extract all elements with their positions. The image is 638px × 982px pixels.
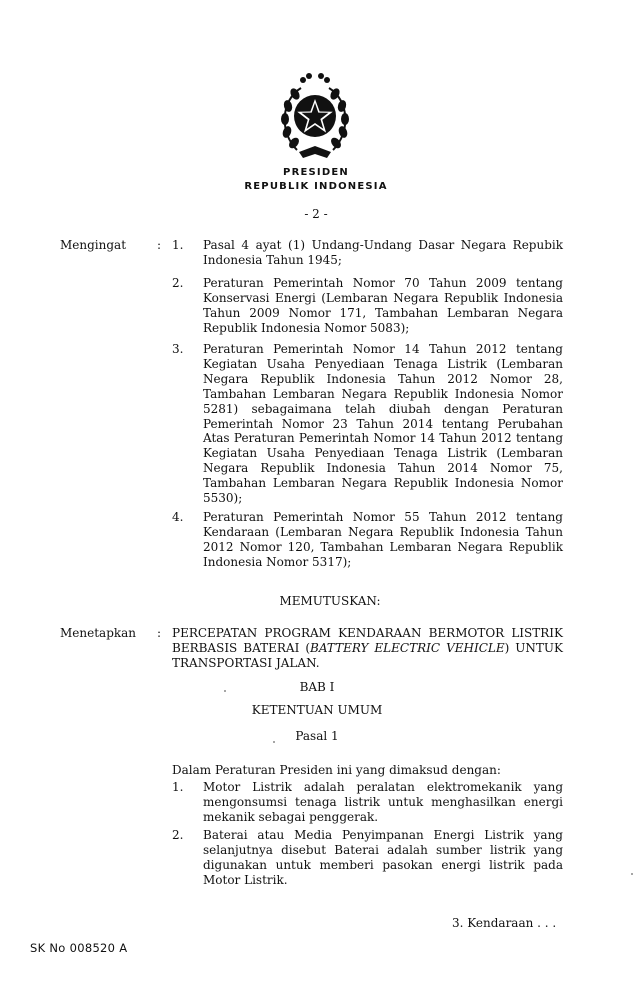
sk-number: SK No 008520 A xyxy=(30,941,128,955)
mengingat-item-number: 2. xyxy=(172,276,184,290)
mengingat-item-number: 4. xyxy=(172,510,184,524)
menetapkan-text-part: ) UNTUK TRANSPORTASI JALAN. xyxy=(172,640,563,670)
pasal-item-text: Baterai atau Media Penyimpanan Energi Listrik yang selanjutnya disebut Baterai adalah sumber listrik yang digunakan untuk memberi pasokan energi listrik pada Motor Listrik. xyxy=(203,828,563,887)
scan-speck xyxy=(273,741,275,743)
scan-speck xyxy=(224,690,226,692)
menetapkan-colon: : xyxy=(157,626,162,640)
pasal-intro: Dalam Peraturan Presiden ini yang dimaksud dengan: xyxy=(172,763,501,777)
next-page-catchword: 3. Kendaraan . . . xyxy=(452,916,557,930)
menetapkan-label: Menetapkan xyxy=(60,626,137,640)
mengingat-item-text: Pasal 4 ayat (1) Undang-Undang Dasar Negara Repubik Indonesia Tahun 1945; xyxy=(203,238,563,267)
mengingat-item-text: Peraturan Pemerintah Nomor 14 Tahun 2012 tentang Kegiatan Usaha Penyediaan Tenaga Listrik (Lembaran Negara Republik Indonesia Tahun 2012 Nomor 28, Tambahan Lembaran Negara Republik Indonesia Nomor 5281) sebagaimana telah diubah dengan Peraturan Pemerintah Nomor 23 Tahun 2014 tentang Perubahan Atas Peraturan Pemerintah Nomor 14 Tahun 2012 tentang Kegiatan Usaha Penyediaan Tenaga Listrik (Lembaran Negara Republik Indonesia Tahun 2014 Nomor 75, Tambahan Lembaran Negara Republik Indonesia Nomor 5530); xyxy=(203,342,563,506)
mengingat-item-text: Peraturan Pemerintah Nomor 70 Tahun 2009 tentang Konservasi Energi (Lembaran Negara Republik Indonesia Tahun 2009 Nomor 171, Tambahan Lembaran Negara Republik Indonesia Nomor 5083); xyxy=(203,276,563,335)
menetapkan-text-italic: BATTERY ELECTRIC VEHICLE xyxy=(310,640,505,655)
mengingat-colon: : xyxy=(157,238,162,252)
garuda-star-emblem-icon xyxy=(271,66,359,164)
pasal-item-number: 2. xyxy=(172,828,184,842)
mengingat-item-text: Peraturan Pemerintah Nomor 55 Tahun 2012 tentang Kendaraan (Lembaran Negara Republik Indonesia Tahun 2012 Nomor 120, Tambahan Lembaran Negara Republik Indonesia Nomor 5317); xyxy=(203,510,563,569)
pasal-item-text: Motor Listrik adalah peralatan elektromekanik yang mengonsumsi tenaga listrik untuk menghasilkan energi mekanik sebagai penggerak. xyxy=(203,780,563,824)
memutuskan-heading: MEMUTUSKAN: xyxy=(279,594,381,608)
mengingat-item-number: 3. xyxy=(172,342,184,356)
mengingat-item-number: 1. xyxy=(172,238,184,252)
bab-number: BAB I xyxy=(299,680,335,694)
header-republik-indonesia: REPUBLIK INDONESIA xyxy=(244,181,388,192)
header-presiden: PRESIDEN xyxy=(283,167,349,178)
mengingat-label: Mengingat xyxy=(60,238,127,252)
pasal-title: Pasal 1 xyxy=(295,729,339,743)
page-number: - 2 - xyxy=(304,207,328,221)
scan-speck xyxy=(631,873,633,875)
menetapkan-text-part: PERCEPATAN PROGRAM KENDARAAN BERMOTOR LISTRIK BERBASIS BATERAI ( xyxy=(172,626,563,655)
menetapkan-text xyxy=(172,626,563,671)
pasal-item-number: 1. xyxy=(172,780,184,794)
bab-title: KETENTUAN UMUM xyxy=(251,703,383,717)
